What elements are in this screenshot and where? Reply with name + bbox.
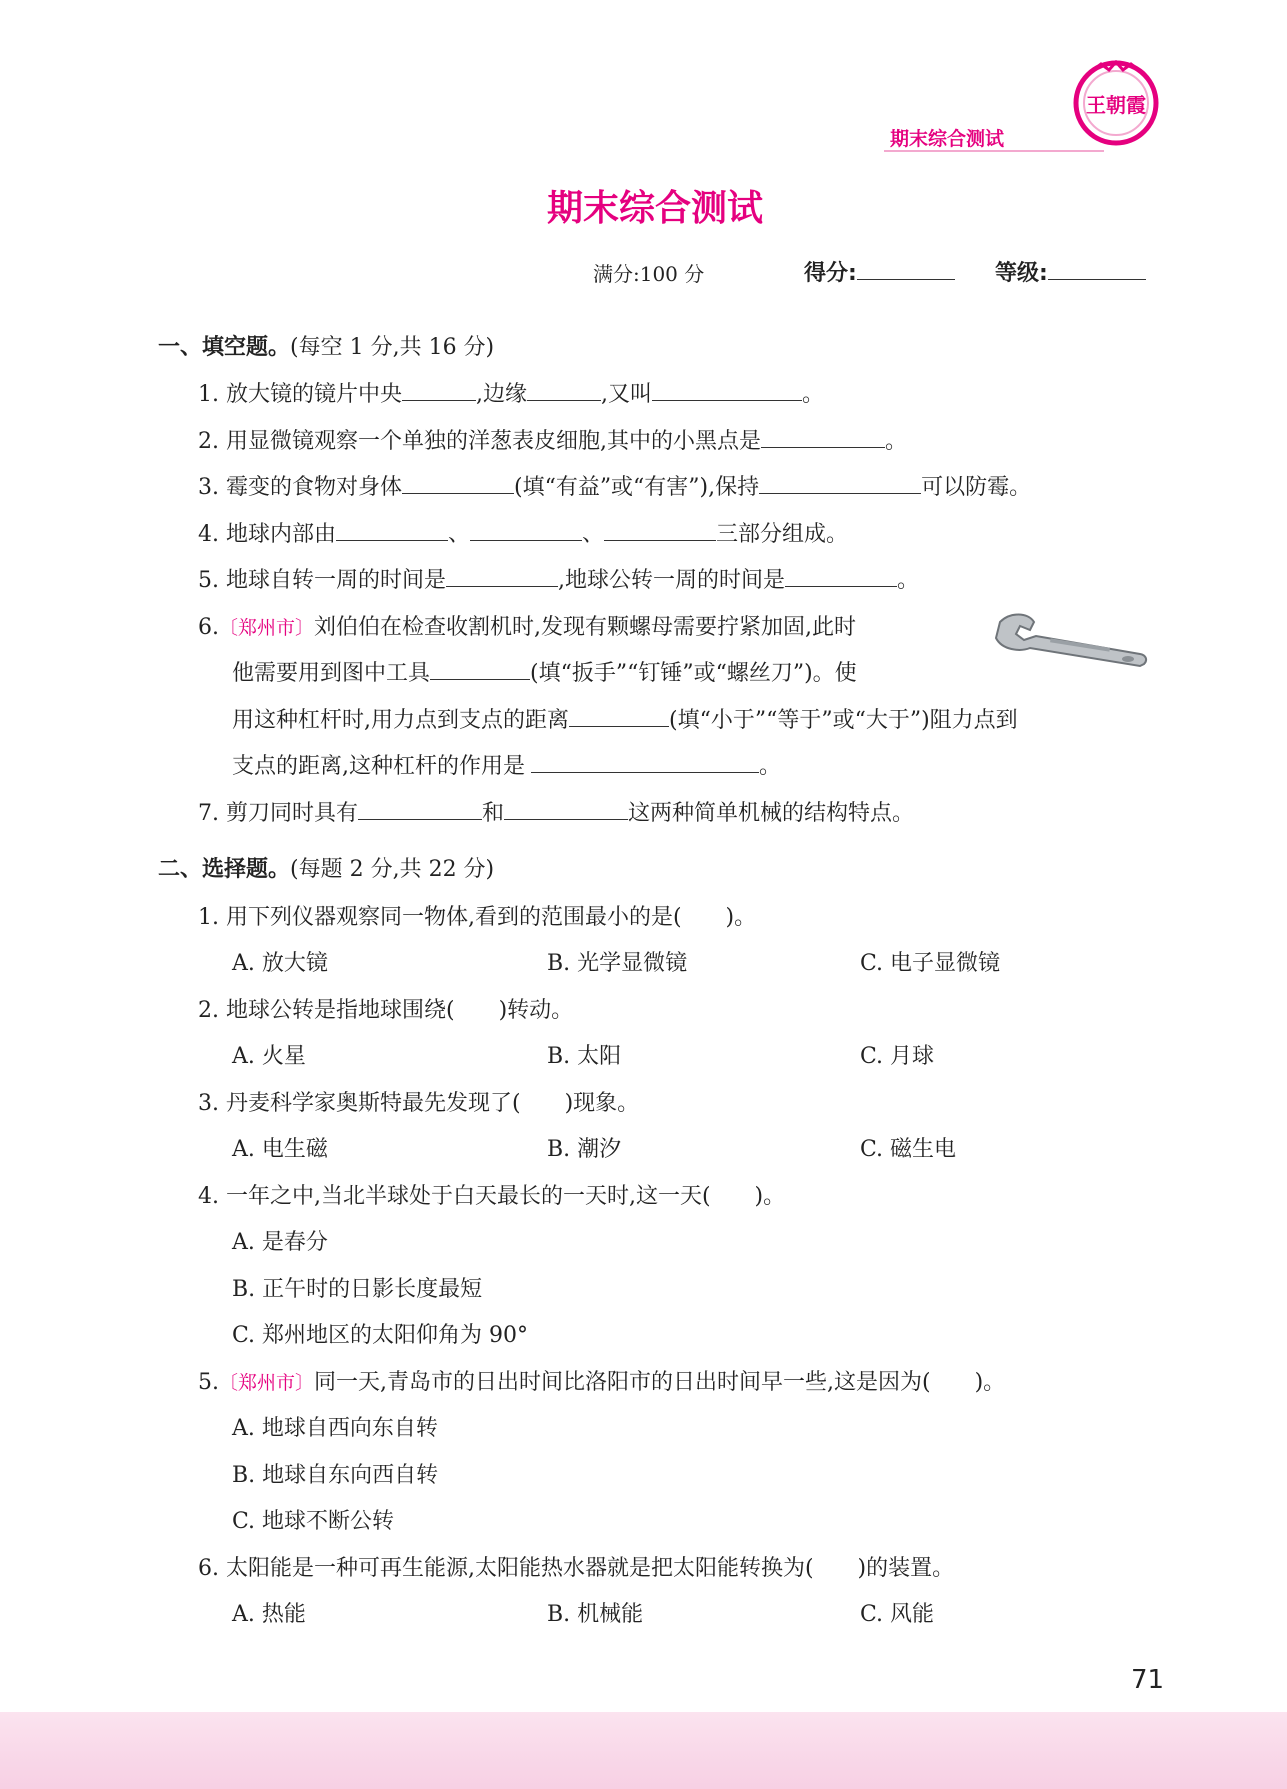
choice-q6-option-b[interactable]: B. 机械能 bbox=[547, 1602, 644, 1627]
choice-q5-text: 同一天,青岛市的日出时间比洛阳市的日出时间早一些,这是因为( )。 bbox=[314, 1370, 1006, 1395]
choice-q2-option-b[interactable]: B. 太阳 bbox=[547, 1044, 622, 1069]
choice-q4-option-b[interactable]: B. 正午时的日影长度最短 bbox=[232, 1277, 483, 1302]
q1-text-b: ,边缘 bbox=[475, 382, 527, 407]
q3-text-b: (填“有益”或“有害”),保持 bbox=[513, 475, 760, 500]
q6-blank-1[interactable] bbox=[430, 661, 530, 680]
grade-field bbox=[995, 256, 1146, 287]
q3-blank-2[interactable] bbox=[759, 475, 921, 494]
score-blank[interactable] bbox=[857, 261, 955, 280]
q2-blank-1[interactable] bbox=[761, 429, 885, 448]
q5-text-a: 5. 地球自转一周的时间是 bbox=[198, 568, 446, 593]
q7-text-b: 和 bbox=[481, 801, 504, 826]
q1-text-a: 1. 放大镜的镜片中央 bbox=[198, 382, 402, 407]
score-label: 得分: bbox=[804, 261, 857, 286]
q1-blank-2[interactable] bbox=[527, 382, 601, 401]
choice-q5-option-c[interactable]: C. 地球不断公转 bbox=[232, 1509, 395, 1534]
q7-text-c: 这两种简单机械的结构特点。 bbox=[628, 801, 915, 826]
q6-text-2b: (填“扳手”“钉锤”或“螺丝刀”)。使 bbox=[530, 661, 857, 686]
q1-text-c: ,又叫 bbox=[600, 382, 652, 407]
q4-blank-2[interactable] bbox=[470, 522, 582, 541]
q4-text-b: 、 bbox=[447, 522, 470, 547]
fill-q6-line3 bbox=[232, 703, 1018, 734]
fill-q5 bbox=[198, 563, 919, 594]
fill-q1 bbox=[198, 377, 824, 408]
choice-q3-option-b[interactable]: B. 潮汐 bbox=[547, 1137, 622, 1162]
grade-label: 等级: bbox=[995, 261, 1048, 286]
choice-q1-stem: 1. 用下列仪器观察同一物体,看到的范围最小的是( )。 bbox=[198, 905, 757, 930]
q4-text-c: 、 bbox=[582, 522, 605, 547]
q3-text-a: 3. 霉变的食物对身体 bbox=[198, 475, 402, 500]
fill-q7 bbox=[198, 796, 914, 827]
choice-q6-option-c[interactable]: C. 风能 bbox=[860, 1602, 935, 1627]
q4-blank-1[interactable] bbox=[336, 522, 448, 541]
score-field bbox=[804, 256, 955, 287]
choice-q5-number: 5. bbox=[198, 1370, 219, 1395]
q3-blank-1[interactable] bbox=[402, 475, 514, 494]
section2-note: (每题 2 分,共 22 分) bbox=[290, 857, 495, 882]
choice-q6-stem: 6. 太阳能是一种可再生能源,太阳能热水器就是把太阳能转换为( )的装置。 bbox=[198, 1556, 955, 1581]
q5-text-b: ,地球公转一周的时间是 bbox=[557, 568, 785, 593]
choice-q1-option-c[interactable]: C. 电子显微镜 bbox=[860, 951, 1001, 976]
q3-text-c: 可以防霉。 bbox=[921, 475, 1032, 500]
full-score: 满分:100 分 bbox=[593, 262, 705, 286]
grade-blank[interactable] bbox=[1048, 261, 1146, 280]
choice-q5-stem bbox=[198, 1365, 1005, 1396]
choice-q5-region-tag: 〔郑州市〕 bbox=[219, 1372, 315, 1394]
choice-q3-stem: 3. 丹麦科学家奥斯特最先发现了( )现象。 bbox=[198, 1091, 640, 1116]
q2-text-d: 。 bbox=[884, 429, 907, 454]
q6-text-3a: 用这种杠杆时,用力点到支点的距离 bbox=[232, 708, 569, 733]
q5-blank-1[interactable] bbox=[446, 568, 558, 587]
fill-q4 bbox=[198, 517, 848, 548]
section2-heading bbox=[158, 852, 494, 883]
choice-q4-option-a[interactable]: A. 是春分 bbox=[232, 1230, 328, 1255]
section1-heading bbox=[158, 330, 494, 361]
wrench-image bbox=[990, 610, 1150, 670]
q6-text-4b: 。 bbox=[759, 754, 782, 779]
choice-q4-option-c[interactable]: C. 郑州地区的太阳仰角为 90° bbox=[232, 1323, 529, 1348]
choice-q5-option-b[interactable]: B. 地球自东向西自转 bbox=[232, 1463, 439, 1488]
choice-q5-option-a[interactable]: A. 地球自西向东自转 bbox=[232, 1416, 438, 1441]
q6-text-1: 刘伯伯在检查收割机时,发现有颗螺母需要拧紧加固,此时 bbox=[314, 615, 857, 640]
fill-q6-line2 bbox=[232, 656, 857, 687]
page-number: 71 bbox=[1131, 1665, 1165, 1695]
page-title: 期末综合测试 bbox=[546, 188, 763, 229]
choice-q2-option-a[interactable]: A. 火星 bbox=[232, 1044, 306, 1069]
choice-q6-option-a[interactable]: A. 热能 bbox=[232, 1602, 306, 1627]
q6-blank-2[interactable] bbox=[569, 708, 669, 727]
section1-title: 一、填空题。 bbox=[158, 335, 291, 360]
fill-q2 bbox=[198, 424, 907, 455]
q4-text-d: 三部分组成。 bbox=[716, 522, 849, 547]
fill-q6-line1 bbox=[198, 610, 856, 641]
q7-text-a: 7. 剪刀同时具有 bbox=[198, 801, 358, 826]
q4-text-a: 4. 地球内部由 bbox=[198, 522, 336, 547]
choice-q4-stem: 4. 一年之中,当北半球处于白天最长的一天时,这一天( )。 bbox=[198, 1184, 786, 1209]
q1-blank-3[interactable] bbox=[652, 382, 802, 401]
choice-q3-option-c[interactable]: C. 磁生电 bbox=[860, 1137, 957, 1162]
q6-text-4a: 支点的距离,这种杠杆的作用是 bbox=[232, 754, 525, 779]
choice-q2-option-c[interactable]: C. 月球 bbox=[860, 1044, 935, 1069]
q5-blank-2[interactable] bbox=[785, 568, 897, 587]
q6-text-2a: 他需要用到图中工具 bbox=[232, 661, 431, 686]
fill-q6-line4 bbox=[232, 749, 781, 780]
choice-q1-option-b[interactable]: B. 光学显微镜 bbox=[547, 951, 688, 976]
header-underline bbox=[884, 150, 1104, 152]
q6-number: 6. bbox=[198, 615, 219, 640]
fill-q3 bbox=[198, 470, 1031, 501]
choice-q2-stem: 2. 地球公转是指地球围绕( )转动。 bbox=[198, 998, 574, 1023]
section2-title: 二、选择题。 bbox=[158, 857, 291, 882]
q7-blank-2[interactable] bbox=[504, 801, 628, 820]
logo-text: 王朝霞 bbox=[1086, 93, 1146, 117]
choice-q1-option-a[interactable]: A. 放大镜 bbox=[232, 951, 328, 976]
q6-blank-3[interactable] bbox=[531, 754, 759, 773]
q6-text-3b: (填“小于”“等于”或“大于”)阻力点到 bbox=[669, 708, 1018, 733]
q6-region-tag: 〔郑州市〕 bbox=[219, 617, 315, 639]
header-section-label: 期末综合测试 bbox=[890, 128, 1005, 150]
q2-text-a: 2. 用显微镜观察一个单独的洋葱表皮细胞,其中的小黑点是 bbox=[198, 429, 761, 454]
section1-note: (每空 1 分,共 16 分) bbox=[290, 335, 495, 360]
q7-blank-1[interactable] bbox=[358, 801, 482, 820]
q4-blank-3[interactable] bbox=[604, 522, 716, 541]
footer-band bbox=[0, 1712, 1287, 1789]
q1-blank-1[interactable] bbox=[402, 382, 476, 401]
choice-q3-option-a[interactable]: A. 电生磁 bbox=[232, 1137, 328, 1162]
q1-text-d: 。 bbox=[801, 382, 824, 407]
q5-text-c: 。 bbox=[896, 568, 919, 593]
brand-logo bbox=[1073, 60, 1159, 146]
